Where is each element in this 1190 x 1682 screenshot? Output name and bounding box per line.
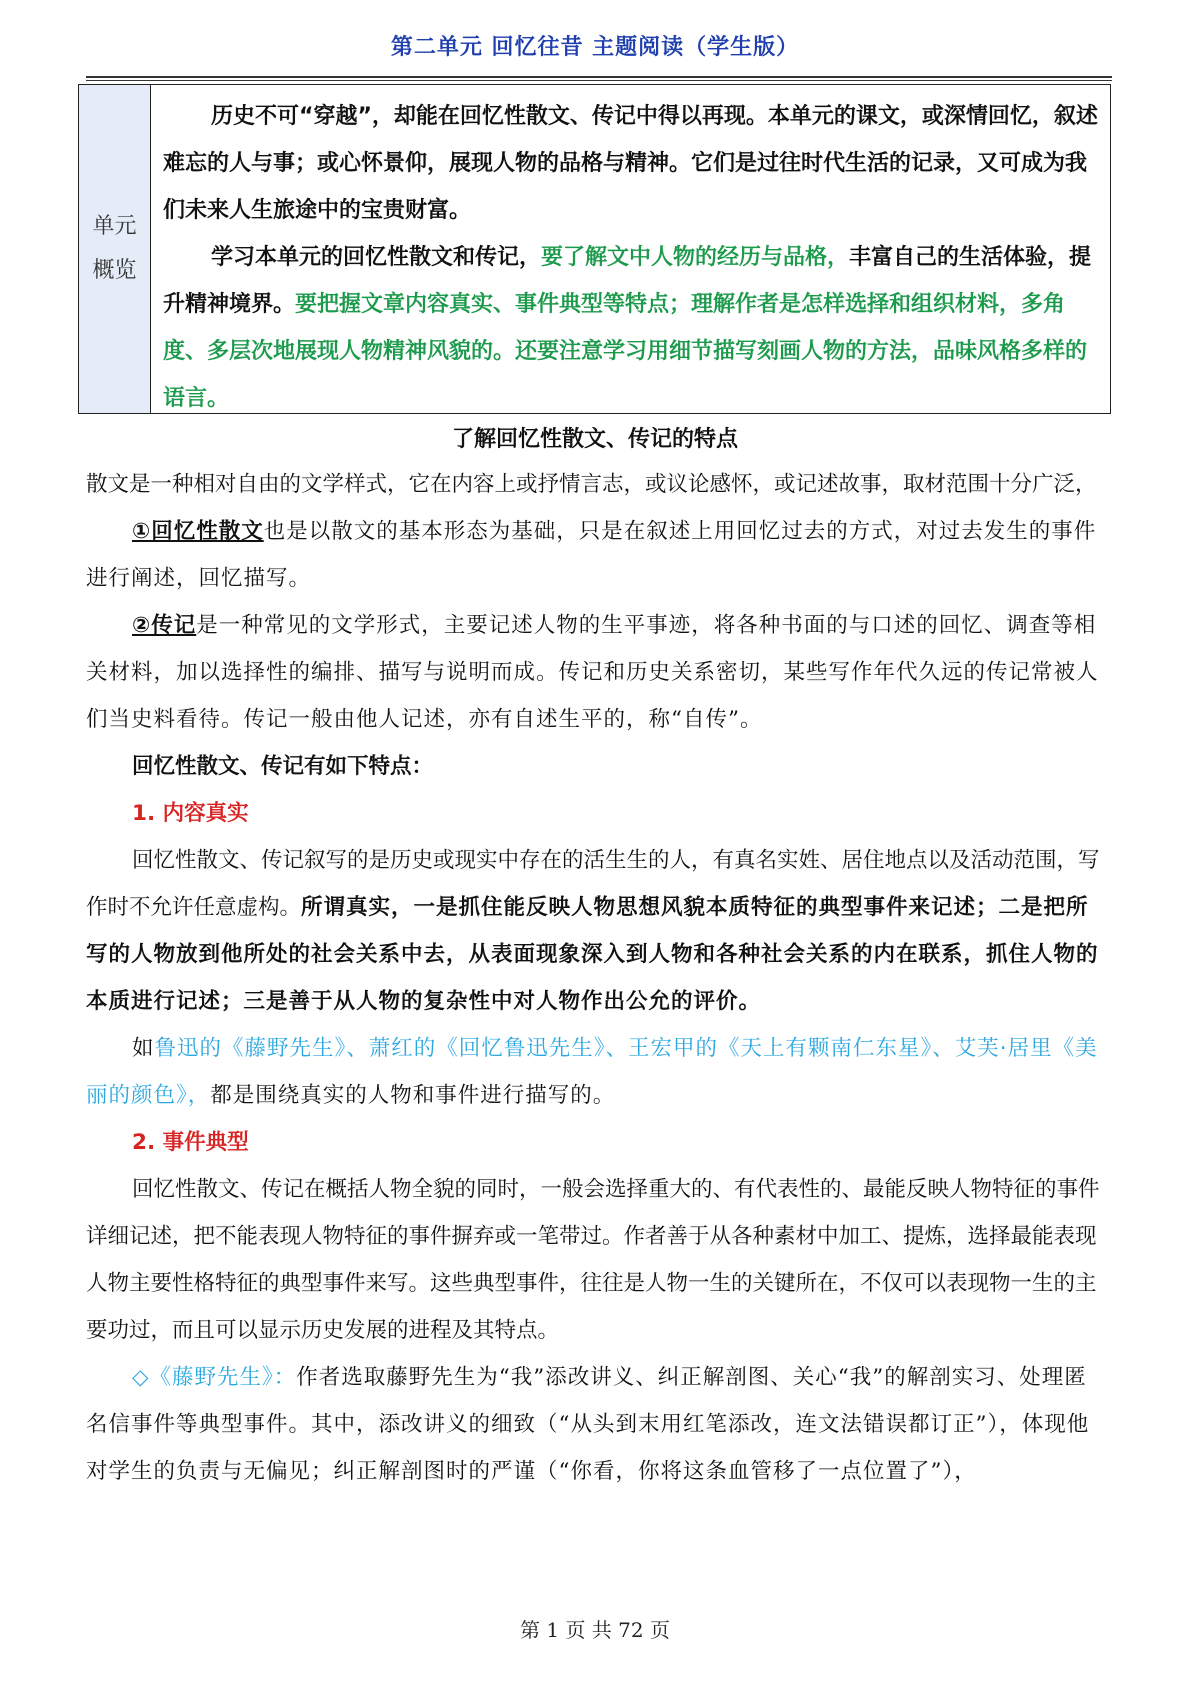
paragraph-memoir — [86, 508, 1106, 602]
paragraph-content-true — [86, 837, 1106, 1025]
label-line-2: 概览 — [92, 258, 137, 283]
paragraph-examples — [86, 1025, 1106, 1119]
overview-text: 学习本单元的回忆性散文和传记， — [211, 245, 542, 270]
term-memoir: ①回忆性散文 — [132, 519, 264, 544]
unit-overview-text — [151, 85, 1110, 413]
overview-paragraph-1: 历史不可“穿越”，却能在回忆性散文、传记中得以再现。本单元的课文，或深情回忆，叙述难忘的人与事；或心怀景仰，展现人物的品格与精神。它们是过往时代生活的记录，又可成为我们未来人生旅途中的宝贵财富。 — [163, 104, 1098, 223]
heading-typical-events: 2. 事件典型 — [132, 1130, 249, 1155]
paragraph-prose-intro: 散文是一种相对自由的文学样式，它在内容上或抒情言志，或议论感怀，或记述故事，取材范围十分广泛， — [86, 472, 1097, 497]
paragraph-features-intro: 回忆性散文、传记有如下特点： — [132, 754, 434, 779]
section-title: 了解回忆性散文、传记的特点 — [451, 427, 738, 452]
example-titles: 鲁迅的《藤野先生》、萧红的《回忆鲁迅先生》、王宏甲的《天上有颗南仁东星》、艾芙·居里《美丽的颜色》， — [86, 1036, 1098, 1108]
page-header-title: 第二单元 回忆往昔 主题阅读（学生版） — [390, 35, 800, 60]
example-title: ◇《藤野先生》： — [132, 1365, 297, 1390]
paragraph-typical-events: 回忆性散文、传记在概括人物全貌的同时，一般会选择重大的、有代表性的、最能反映人物特征的事件详细记述，把不能表现人物特征的事件摒弃或一笔带过。作者善于从各种素材中加工、提炼，选择最能表现人物主要性格特征的典型事件来写。这些典型事件，往往是人物一生的关键所在，不仅可以表现物一生的主要功过，而且可以显示历史发展的进程及其特点。 — [86, 1177, 1100, 1343]
unit-overview-box — [78, 84, 1111, 414]
paragraph-biography — [86, 602, 1106, 743]
page-footer: 第 1 页 共 72 页 — [520, 1618, 670, 1642]
overview-paragraph-2 — [163, 234, 1098, 422]
header-divider — [86, 76, 1112, 78]
paragraph-emphasis: 所谓真实，一是抓住能反映人物思想风貌本质特征的典型事件来记述；二是把所写的人物放到他所处的社会关系中去，从表面现象深入到人物和各种社会关系的内在联系，抓住人物的本质进行记述；三是善于从人物的复杂性中对人物作出公允的评价。 — [86, 895, 1099, 1014]
term-biography: ②传记 — [132, 613, 197, 638]
paragraph-text: 作者选取藤野先生为“我”添改讲义、纠正解剖图、关心“我”的解剖实习、处理匿名信事件等典型事件。其中，添改讲义的细致（“从头到末用红笔添改，连文法错误都订正”），体现他对学生的负责与无偏见；纠正解剖图时的严谨（“你看，你将这条血管移了一点位置了”）， — [86, 1365, 1090, 1484]
paragraph-text: 都是围绕真实的人物和事件进行描写的。 — [210, 1083, 616, 1108]
unit-overview-label — [79, 85, 151, 413]
main-content — [86, 461, 1106, 1495]
label-line-1: 单元 — [92, 214, 137, 239]
paragraph-text: 也是以散文的基本形态为基础，只是在叙述上用回忆过去的方式，对过去发生的事件进行阐述，回忆描写。 — [86, 519, 1097, 591]
header-divider-thin — [86, 80, 1112, 81]
overview-text: 丰富自己的生活体验，提升精神境界。 — [163, 245, 1092, 317]
heading-content-true: 1. 内容真实 — [132, 801, 249, 826]
overview-highlight: 要了解文中人物的经历与品格， — [541, 245, 850, 270]
paragraph-text: 是一种常见的文学形式，主要记述人物的生平事迹，将各种书面的与口述的回忆、调查等相关材料，加以选择性的编排、描写与说明而成。传记和历史关系密切，某些写作年代久远的传记常被人们当史料看待。传记一般由他人记述，亦有自述生平的，称“自传”。 — [86, 613, 1099, 732]
paragraph-text: 如 — [132, 1036, 155, 1061]
paragraph-text: 回忆性散文、传记叙写的是历史或现实中存在的活生生的人，有真名实姓、居住地点以及活动范围，写作时不允许任意虚构。 — [86, 848, 1100, 920]
paragraph-fujino — [86, 1354, 1106, 1495]
overview-highlight: 要把握文章内容真实、事件典型等特点；理解作者是怎样选择和组织材料，多角度、多层次地展现人物精神风貌的。还要注意学习用细节描写刻画人物的方法，品味风格多样的语言。 — [163, 292, 1088, 411]
